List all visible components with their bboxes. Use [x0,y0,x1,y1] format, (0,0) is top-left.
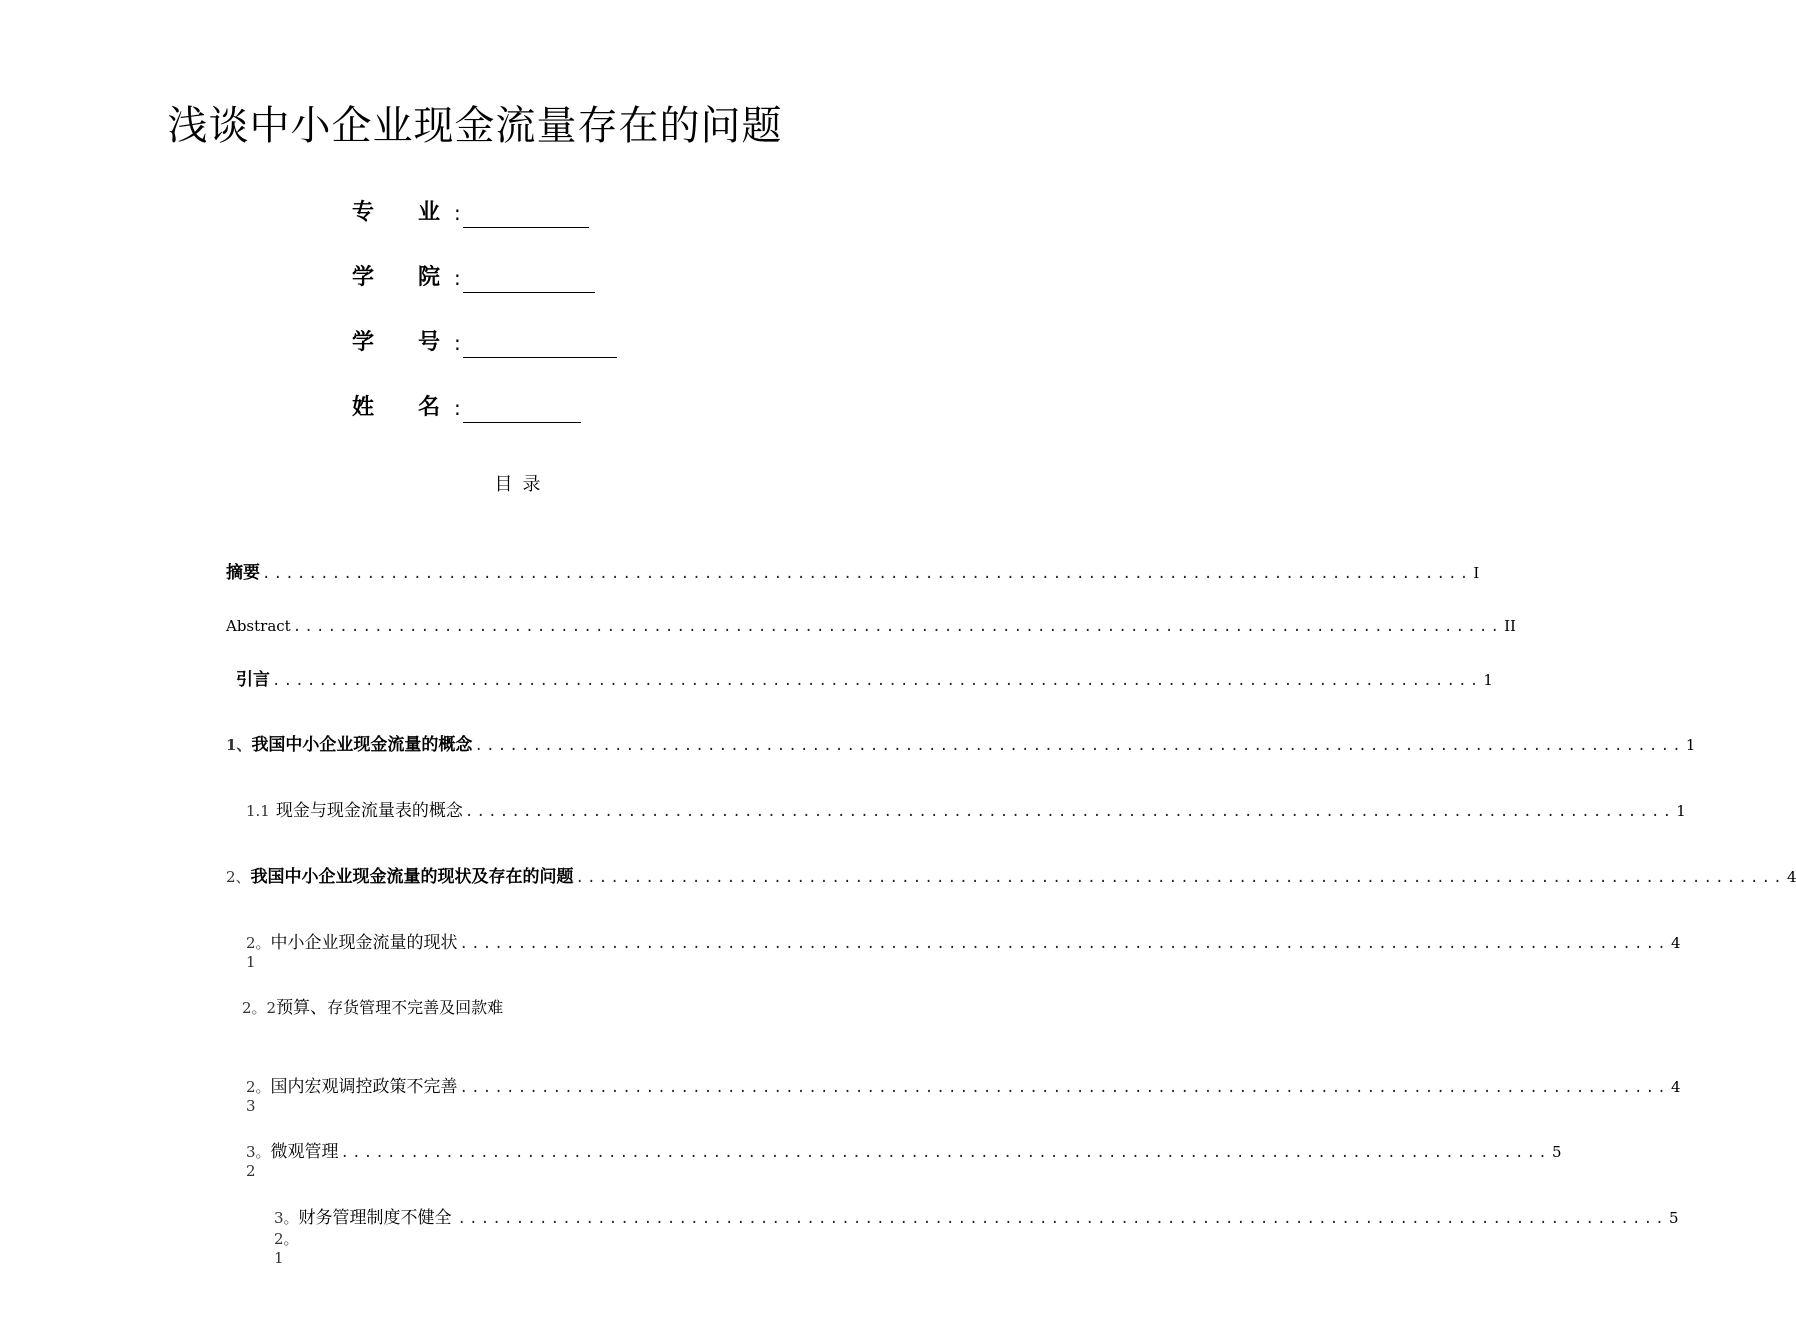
toc-entry-number: 2、 [226,868,251,886]
toc-entry-page: 4 [1670,934,1681,952]
toc-entry-text: 预算、 [276,998,328,1018]
toc-leader-dots: ........................................................................................................ [575,870,1785,886]
toc-leader-dots: ........................................................................................................ [292,619,1503,635]
toc-entry-abstract-en[interactable] [226,613,1516,639]
toc-entry-text: 国内宏观调控政策不完善 [270,1077,458,1097]
field-label: 学 号 [352,330,441,355]
toc-entry-abstract-cn[interactable] [226,560,1480,586]
toc-leader-dots: ........................................................................................................ [262,566,1472,582]
field-label: 学 院 [352,265,441,290]
toc-entry-number: 1.1 [246,802,270,820]
toc-leader-dots: ........................................................................................................ [464,804,1675,820]
toc-entry-chapter-2[interactable] [226,864,1796,890]
field-colon: : [454,266,461,290]
field-college [352,259,595,293]
toc-entry-text: 中小企业现金流量的现状 [270,933,458,953]
toc-leader-dots: ........................................................................................................ [459,1080,1669,1096]
toc-entry-number: 1、 [226,736,252,754]
toc-entry-number: 3。2 [246,1143,271,1180]
toc-entry-page: I [1473,564,1480,582]
toc-entry-page: 1 [1685,736,1696,754]
field-colon: : [454,396,461,420]
toc-entry-section-1-1[interactable] [246,798,1686,824]
toc-entry-section-3-2-1[interactable] [274,1205,1679,1267]
toc-entry-text: 微观管理 [270,1142,339,1162]
toc-entry-text-continued: 存货管理不完善及回款难 [327,998,504,1017]
field-name [352,389,581,423]
toc-entry-number: 2。1 [246,934,271,971]
toc-entry-page: 1 [1676,802,1686,820]
field-major [352,194,589,228]
toc-entry-text: 我国中小企业现金流量的现状及存在的问题 [250,867,574,887]
field-colon: : [454,331,461,355]
toc-entry-number: 2。3 [246,1078,271,1115]
toc-entry-number: 3。2。1 [274,1209,299,1267]
toc-entry-page: 4 [1786,868,1796,886]
toc-entry-text: 财务管理制度不健全 [298,1208,452,1228]
toc-entry-section-2-3[interactable] [246,1074,1681,1115]
toc-entry-text: 摘要 [226,563,260,583]
field-blank-line [463,396,581,423]
field-blank-line [463,201,589,228]
toc-entry-page: 5 [1551,1143,1562,1161]
toc-entry-page: 5 [1668,1209,1679,1227]
toc-entry-text: Abstract [226,617,291,635]
toc-entry-section-2-2[interactable] [242,995,503,1021]
toc-entry-introduction[interactable] [236,667,1493,693]
toc-leader-dots: ........................................................................................................ [459,936,1669,952]
field-label: 姓 名 [352,395,441,420]
toc-entry-page: 1 [1483,671,1493,689]
toc-entry-section-2-1[interactable] [246,930,1681,971]
field-colon: : [454,201,461,225]
field-blank-line [463,266,595,293]
toc-leader-dots: ........................................................................................................ [340,1145,1550,1161]
toc-entry-text: 现金与现金流量表的概念 [275,801,463,821]
toc-entry-page: 4 [1670,1078,1681,1096]
toc-title: 目录 [494,474,551,495]
field-student-id [352,324,617,358]
toc-leader-dots: ........................................................................................................ [457,1211,1667,1227]
toc-entry-chapter-1[interactable] [226,732,1696,758]
toc-leader-dots: ........................................................................................................ [474,738,1684,754]
field-label: 专 业 [352,200,441,225]
toc-entry-page: II [1504,617,1516,635]
document-title: 浅谈中小企业现金流量存在的问题 [167,103,783,149]
toc-entry-text: 引言 [236,670,270,690]
toc-entry-text: 我国中小企业现金流量的概念 [251,735,473,755]
toc-entry-number: 2。2 [242,999,277,1017]
toc-leader-dots: ........................................................................................................ [272,673,1482,689]
toc-entry-section-3-2[interactable] [246,1139,1562,1180]
field-blank-line [463,331,617,358]
